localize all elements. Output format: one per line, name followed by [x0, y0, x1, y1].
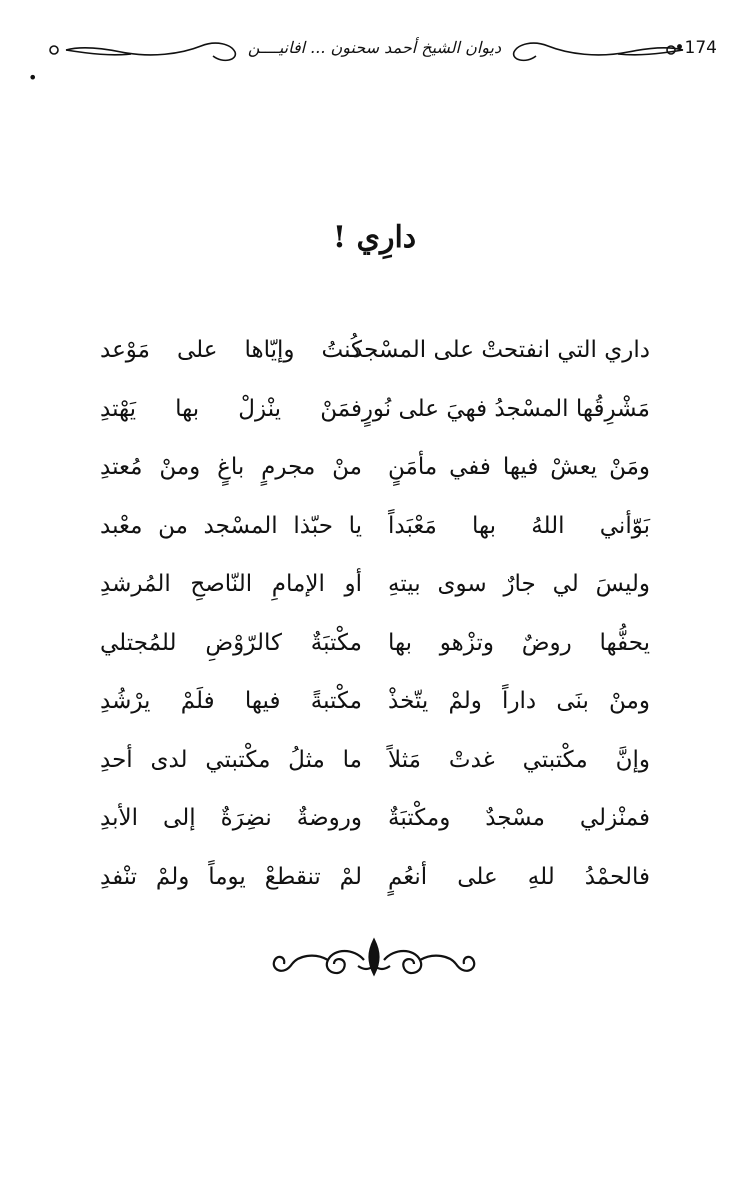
verse-left-hemistich: فمَنْ ينْزلْ بها يَهْتدِ: [100, 395, 362, 422]
verse-line: [100, 328, 650, 387]
verse-line: [100, 387, 650, 446]
verse-left-hemistich: يا حبّذا المسْجد من معْبد: [100, 512, 362, 539]
verse-line: [100, 562, 650, 621]
verse-right-hemistich: ومَنْ يعشْ فيها ففي مأمَنٍ: [388, 454, 650, 480]
verse-left-hemistich: كُنتُ وإيّاها على مَوْعد: [100, 337, 362, 363]
verse-left-hemistich: أو الإمامِ النّاصحِ المُرشدِ: [100, 571, 362, 597]
verse-line: [100, 738, 650, 797]
verse-left-hemistich: وروضةٌ نضِرَةٌ إلى الأبدِ: [100, 805, 362, 831]
verse-line: [100, 679, 650, 738]
verse-line: [100, 796, 650, 855]
verse-line: [100, 504, 650, 563]
verse-right-hemistich: داري التي انفتحتْ على المسْجد: [352, 337, 650, 363]
verse-right-hemistich: وإنَّ مكْتبتي غدتْ مَثلاً: [388, 746, 650, 773]
verse-right-hemistich: ومنْ بنَى داراً ولمْ يتّخذْ: [388, 688, 650, 714]
verse-left-hemistich: مكْتبةً فيها فلَمْ يرْشُدِ: [100, 688, 362, 714]
verse-left-hemistich: لمْ تنقطعْ يوماً ولمْ تنْفدِ: [100, 863, 362, 890]
verse-line: [100, 621, 650, 680]
page-header: [28, 28, 721, 87]
running-title: ديوان الشيخ أحمد سحنون ... افانيــــن: [247, 38, 502, 57]
verse-right-hemistich: فمنْزلي مسْجدٌ ومكْتبَةٌ: [388, 805, 650, 831]
page-number: •174: [674, 38, 717, 58]
verse-left-hemistich: ما مثلُ مكْتبتي لدى أحدِ: [100, 746, 362, 773]
verse-right-hemistich: وليسَ لي جارٌ سوى بيتهِ: [388, 571, 650, 597]
header-end-mark: •: [28, 68, 38, 87]
verse-line: [100, 445, 650, 504]
poem-title: دارِي !: [332, 220, 417, 255]
closing-ornament-icon: [264, 930, 484, 994]
poem-body: [100, 328, 650, 913]
verse-left-hemistich: مكْتبَةٌ كالرّوْضِ للمُجتلي: [100, 629, 362, 656]
verse-right-hemistich: يحفُّها روضٌ وتزْهو بها: [388, 629, 650, 656]
verse-left-hemistich: منْ مجرمٍ باغٍ ومنْ مُعتدِ: [100, 454, 362, 480]
verse-right-hemistich: مَشْرِقُها المسْجدُ فهيَ على نُورٍ: [361, 395, 650, 422]
verse-right-hemistich: بَوّأني اللهُ بها مَعْبَداً: [388, 512, 650, 539]
verse-right-hemistich: فالحمْدُ للهِ على أنعُمٍ: [388, 863, 650, 890]
verse-line: [100, 855, 650, 914]
